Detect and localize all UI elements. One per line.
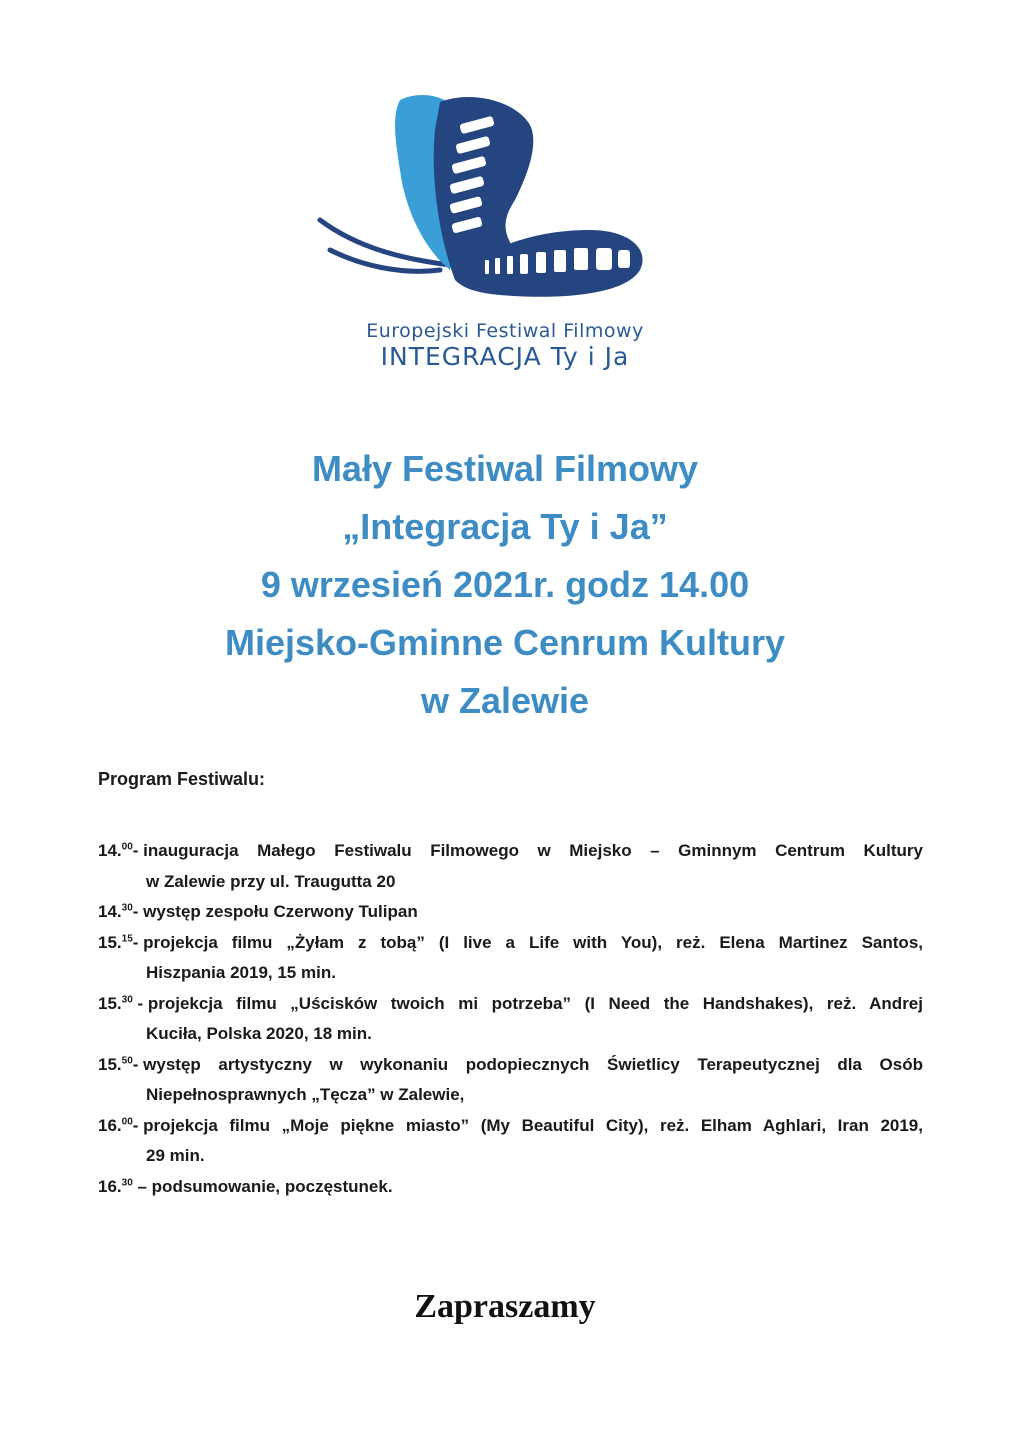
festival-logo: [300, 90, 660, 310]
butterfly-film-icon: [300, 90, 660, 310]
program-time: 15.30 -: [98, 993, 148, 1013]
logo-title-line1: Europejski Festiwal Filmowy: [366, 320, 644, 342]
program-text: inauguracja Małego Festiwalu Filmowego w Miejsko – Gminnym Centrum Kultury: [143, 841, 923, 860]
program-list: [98, 836, 923, 1202]
program-text-continued: Hiszpania 2019, 15 min.: [146, 963, 336, 982]
program-item: [98, 897, 923, 928]
program-time: 14.30-: [98, 902, 144, 921]
program-text-continued: Niepełnosprawnych „Tęcza” w Zalewie,: [146, 1085, 465, 1104]
program-time: 14.00-: [98, 841, 144, 860]
program-item: [98, 1050, 923, 1111]
closing-invitation: Zapraszamy: [414, 1288, 596, 1325]
program-text: występ zespołu Czerwony Tulipan: [143, 902, 418, 921]
program-text: podsumowanie, poczęstunek.: [151, 1176, 393, 1196]
headline-line-1: Mały Festiwal Filmowy: [311, 448, 699, 489]
program-time: 16.30 –: [98, 1176, 152, 1196]
program-text-continued: Kuciła, Polska 2020, 18 min.: [146, 1024, 372, 1043]
headline-line-2: „Integracja Ty i Ja”: [342, 506, 668, 547]
program-time: 15.15-: [98, 932, 144, 952]
program-text-continued: w Zalewie przy ul. Traugutta 20: [146, 871, 396, 891]
program-text: projekcja filmu „Żyłam z tobą” (I live a Life with You), reż. Elena Martinez Santos,: [143, 932, 923, 952]
program-item: [98, 836, 923, 897]
program-item: [98, 989, 923, 1050]
event-headline: [0, 440, 1010, 730]
headline-line-5: w Zalewie: [420, 680, 590, 721]
program-item: [98, 1111, 923, 1172]
program-item: [98, 928, 923, 989]
program-time: 15.50-: [98, 1054, 144, 1074]
program-item: [98, 1172, 923, 1203]
headline-line-4: Miejsko-Gminne Cenrum Kultury: [224, 622, 786, 663]
program-text: występ artystyczny w wykonaniu podopiecznych Świetlicy Terapeutycznej dla Osób: [143, 1054, 923, 1074]
program-text: projekcja filmu „Uścisków twoich mi potrzeba” (I Need the Handshakes), reż. Andrej: [147, 993, 923, 1013]
headline-line-3: 9 wrzesień 2021r. godz 14.00: [260, 564, 750, 605]
program-time: 16.00-: [98, 1115, 144, 1135]
program-title: Program Festiwalu:: [98, 769, 266, 789]
program-text-continued: 29 min.: [146, 1146, 205, 1165]
program-text: projekcja filmu „Moje piękne miasto” (My Beautiful City), reż. Elham Aghlari, Iran 2019,: [143, 1115, 923, 1135]
logo-title-line2: INTEGRACJA Ty i Ja: [380, 342, 630, 371]
